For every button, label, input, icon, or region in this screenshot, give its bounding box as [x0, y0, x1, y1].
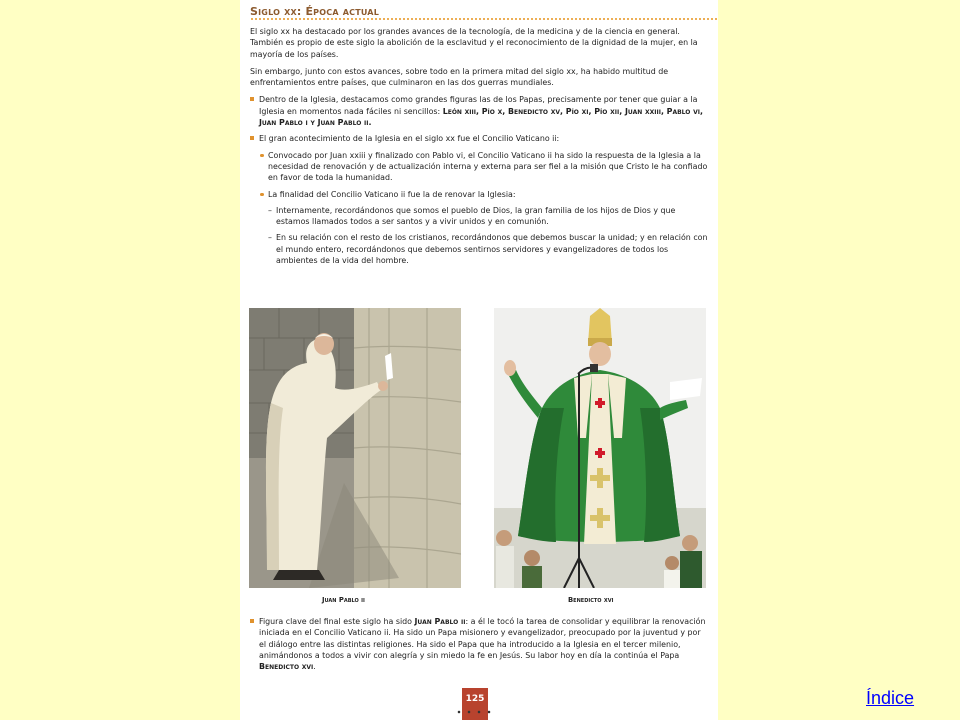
caption-benedicto-xvi [568, 596, 614, 604]
photo-juan-pablo-ii-drawing [249, 308, 461, 588]
sub-bullet-convened: Convocado por Juan xxiii y finalizado con Pablo vi, el Concilio Vaticano ii ha sido la respuesta de la Iglesia a la necesidad de renovación y de actualización interna y externa para ser fiel a la misión que Cristo le ha confiado en favor de toda la humanidad. [250, 150, 708, 184]
dotted-divider [250, 18, 718, 20]
text-block-bottom [250, 616, 708, 677]
closing-mid: : a él le tocó la tarea de consolidar y equilibrar la renovación iniciada en el Concilio Vaticano ii. Ha sido un Papa misionero y evangelizador, preocupado por la juventud y por el diálogo entre las distintas religiones. Ha sido el Papa que ha introducido a la Iglesia en el tercer milenio, animándonos a todos a vivir con alegría y sin miedo la fe en Jesús. Su labor hoy en día la continúa el Papa [259, 617, 706, 660]
bullet-popes-text: Dentro de la Iglesia, destacamos como grandes figuras las de los Papas, precisamente por tener que guiar a la Iglesia en momentos nada fáciles ni sencillos: [259, 95, 698, 116]
sub-bullet-purpose: La finalidad del Concilio Vaticano ii fue la de renovar la Iglesia: [250, 189, 708, 200]
page-number: 125 [465, 694, 485, 704]
caption-benedicto-xvi-text: Benedicto xvi [568, 596, 614, 604]
text-block-top [250, 26, 708, 271]
bullet-closing [250, 616, 708, 672]
caption-juan-pablo-ii-text: Juan Pablo ii [322, 596, 365, 604]
page-number-dots [454, 710, 496, 714]
photo-benedicto-xvi [494, 308, 706, 588]
closing-name-juan-pablo: Juan Pablo ii [414, 617, 466, 626]
photo-benedicto-xvi-drawing [494, 308, 706, 588]
photo-juan-pablo-ii [249, 308, 461, 588]
popes-list: León xiii, Pío x, Benedicto xv, Pío xi, Pío xii, Juan xxiii, Pablo vi, Juan Pablo i y Juan Pablo ii. [259, 106, 704, 128]
closing-end: . [313, 662, 316, 672]
dash-item-external: – En su relación con el resto de los cristianos, recordándonos que debemos buscar la unidad; y en relación con el mundo entero, recordándonos que debemos sentirnos servidores y evangelizadores de todos los ambientes de la vida del hombre. [250, 232, 708, 266]
intro-paragraph-1: El siglo xx ha destacado por los grandes avances de la tecnología, de la medicina y de la ciencia en general. También es propio de este siglo la abolición de la esclavitud y el reconocimiento de la dignidad de la mujer, en la mayoría de los países. [250, 27, 698, 59]
closing-name-benedicto: Benedicto xvi [259, 662, 314, 672]
intro-paragraph-2: Sin embargo, junto con estos avances, sobre todo en la primera mitad del siglo xx, ha habido multitud de enfrentamientos entre países, que culminaron en las dos guerras mundiales. [250, 66, 669, 88]
caption-juan-pablo-ii [322, 596, 365, 604]
closing-pre: Figura clave del final este siglo ha sido [259, 617, 415, 626]
bullet-council: El gran acontecimiento de la Iglesia en el siglo xx fue el Concilio Vaticano ii: [250, 133, 708, 144]
page-number-badge [462, 688, 488, 720]
book-page [240, 0, 718, 720]
section-title: Siglo xx: Época actual [250, 5, 380, 18]
bullet-popes [250, 94, 708, 128]
index-link[interactable]: Índice [866, 688, 915, 708]
dash-item-internal: – Internamente, recordándonos que somos el pueblo de Dios, la gran familia de los hijos de Dios y que estamos llamados todos a ser santos y a vivir unidos y en comunión. [250, 205, 708, 228]
